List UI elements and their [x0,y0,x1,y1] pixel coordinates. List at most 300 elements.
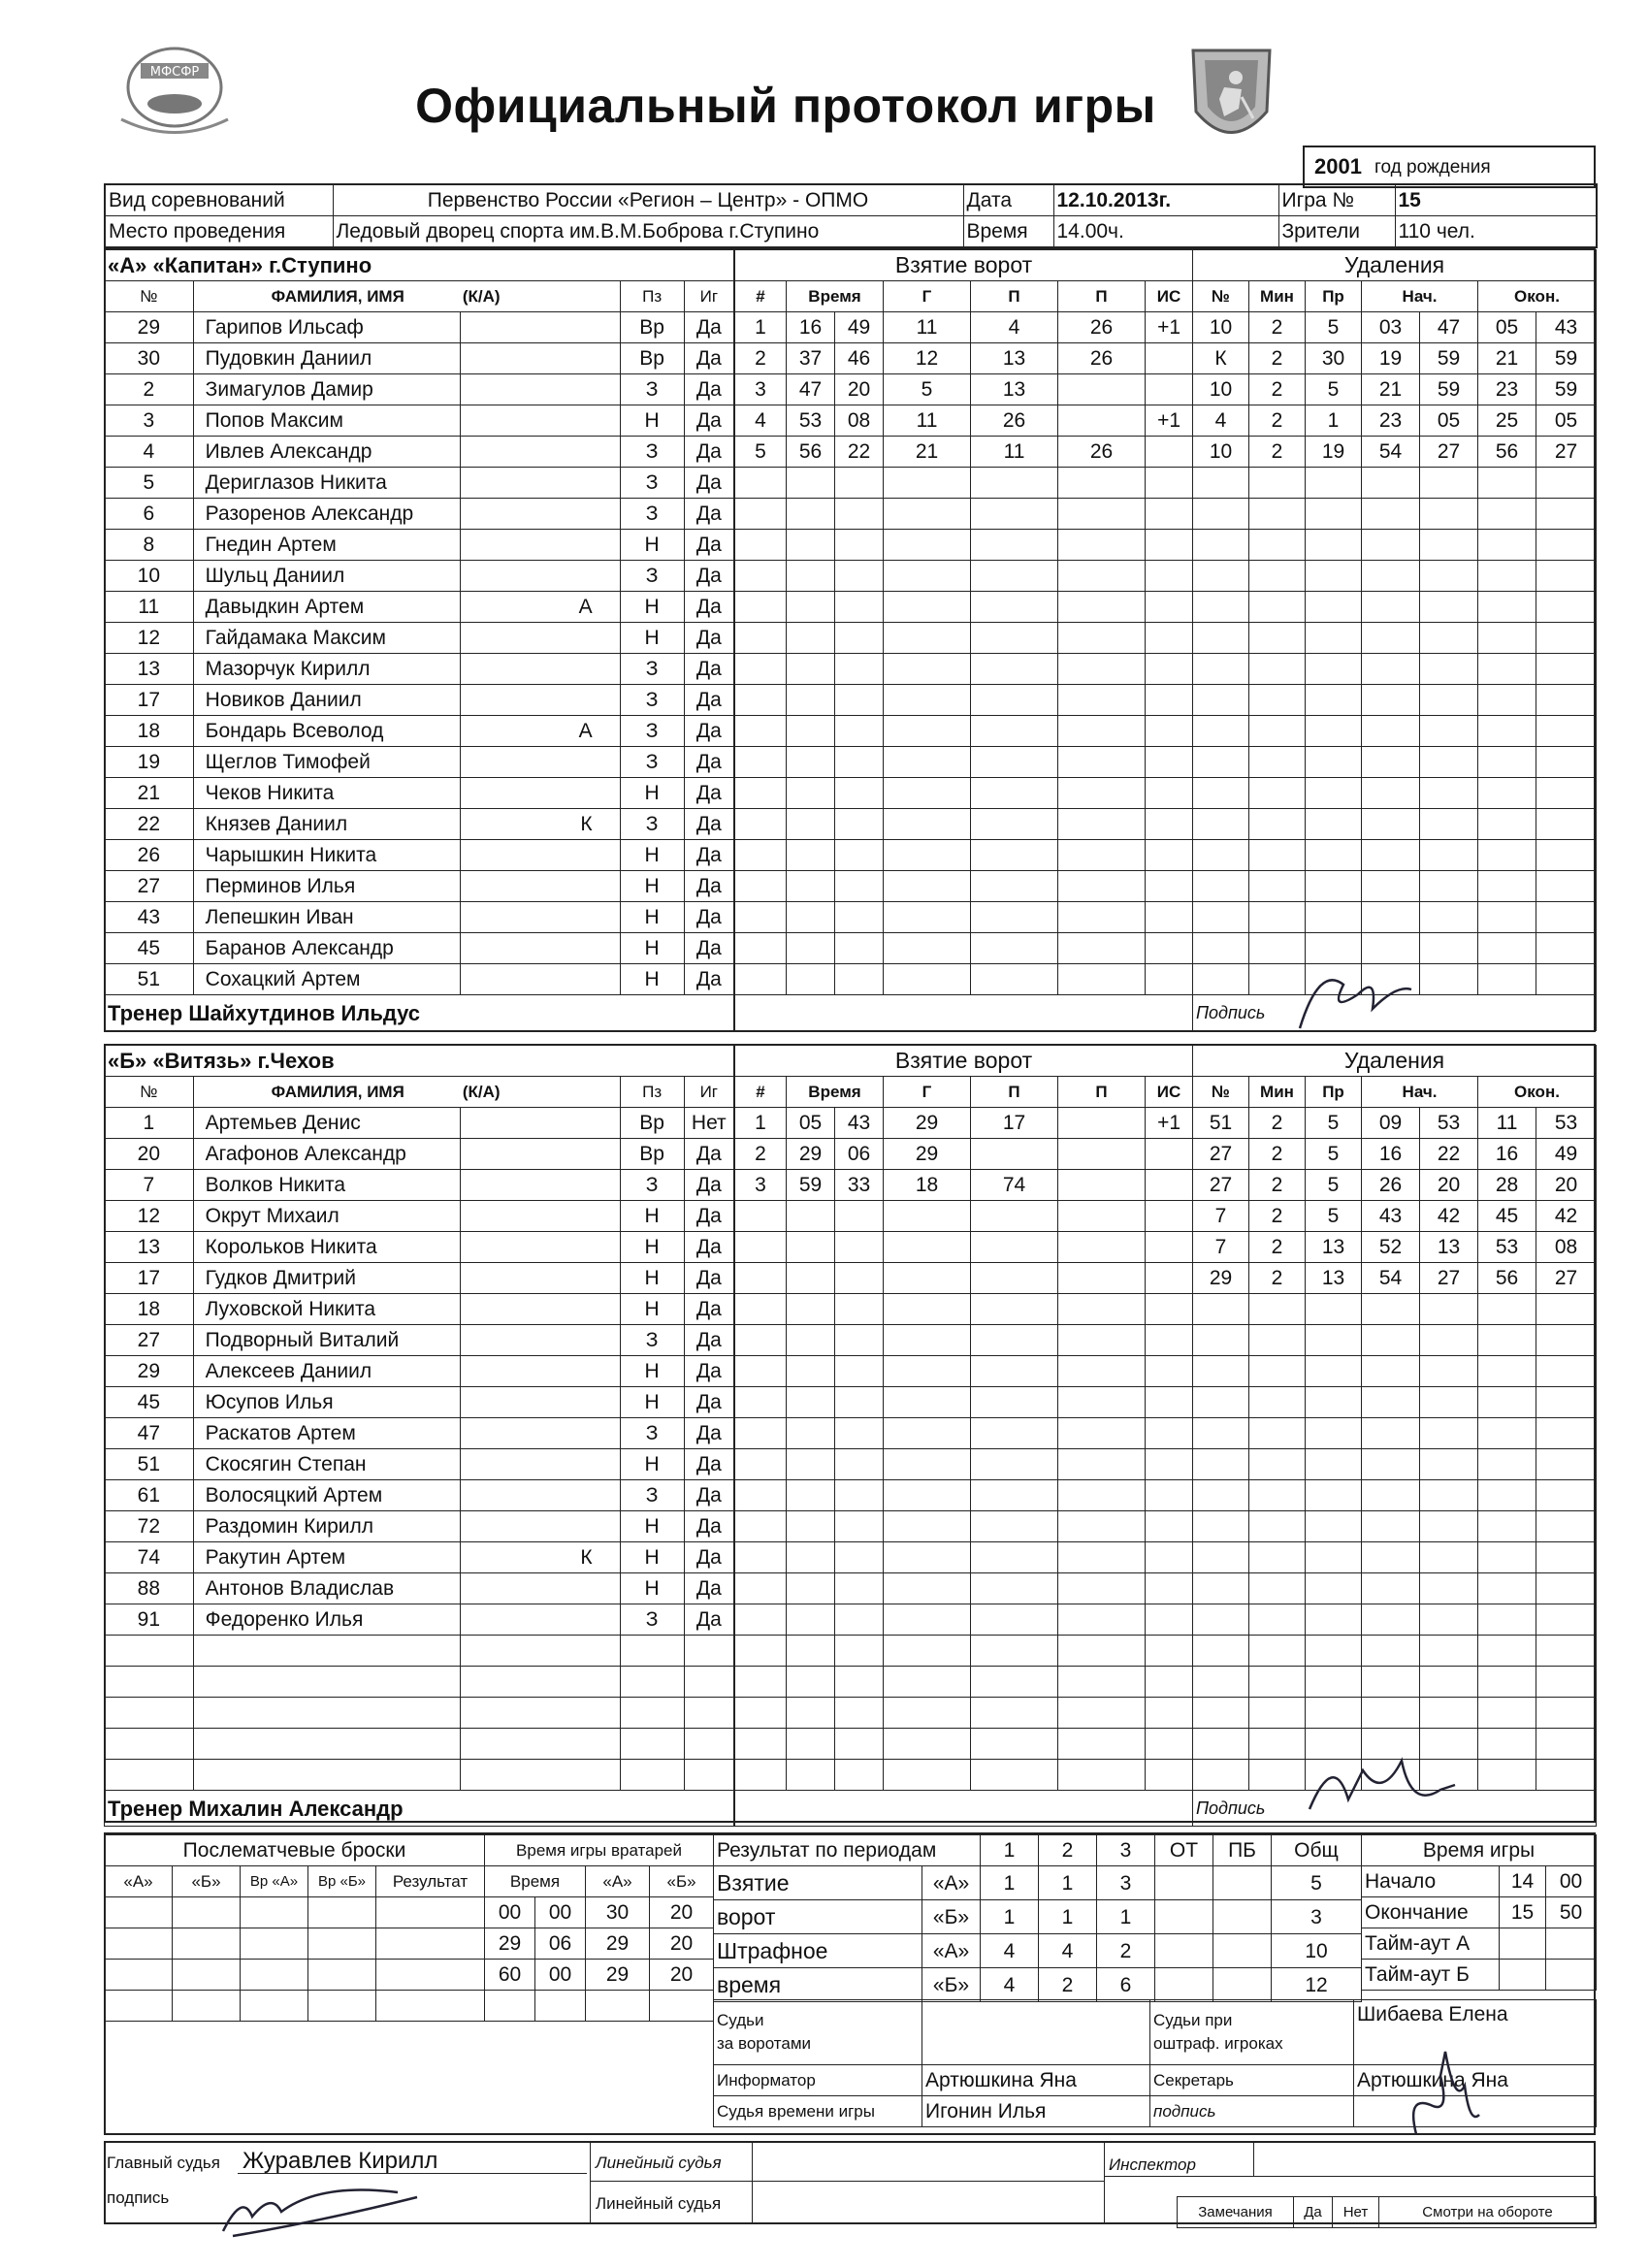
goal-cell [1058,1294,1146,1325]
spectators-value: 110 чел. [1395,216,1597,248]
penalty-cell [1193,1449,1249,1480]
team-marker: «Б» [922,1900,981,1934]
penalty-cell [1362,1418,1420,1449]
goal-cell [1058,1418,1146,1449]
goal-cell [1146,871,1193,902]
goal-cell [1058,1511,1146,1542]
penalty-cell [1420,685,1478,716]
period-row [714,1866,1362,1900]
penalty-box-judges-label: Судьи при оштраф. игроках [1150,2000,1354,2065]
goal-cell [971,747,1058,778]
player-name: Чарышкин Никита [193,840,460,871]
goal-cell [1146,778,1193,809]
goal-cell: 20 [835,374,884,405]
penalty-cell: 16 [1362,1139,1420,1170]
player-played: Да [684,1294,733,1325]
period-value: 4 [1039,1934,1097,1968]
penalty-cell: 56 [1478,437,1536,468]
goal-row [735,1636,1193,1667]
penalty-cell [1193,1356,1249,1387]
penalty-cell [1193,1698,1249,1729]
goal-cell: 1 [735,1108,787,1139]
player-name: Подворный Виталий [193,1325,460,1356]
penalty-cell: 53 [1536,1108,1597,1139]
penalty-cell [1249,561,1306,592]
penalty-cell [1362,1356,1420,1387]
player-played: Да [684,343,733,374]
goal-cell [971,809,1058,840]
penalty-cell [1536,1729,1597,1760]
goal-cell [787,1636,835,1667]
penalty-cell: 5 [1306,1170,1362,1201]
penalty-cell [1306,809,1362,840]
goal-g_p2-header: П [1058,1077,1146,1108]
period-value [1213,1968,1272,2002]
goal-time-header: Время [787,281,884,312]
goal-row [735,1263,1193,1294]
penalty-cell [1193,1418,1249,1449]
player-role [460,778,620,809]
player-role [460,623,620,654]
penalty-cell [1306,530,1362,561]
penalty-row [1193,1325,1597,1356]
penalty-cell: 27 [1420,437,1478,468]
goal-cell [1146,1263,1193,1294]
player-number: 27 [105,871,194,902]
penalty-cell [1478,592,1536,623]
goal-cell [1058,1698,1146,1729]
player-played: Да [684,405,733,437]
penalty-cell [1249,1636,1306,1667]
penalty-row [1193,1139,1597,1170]
player-role [460,1263,620,1294]
gk-b-header: «Б» [650,1866,714,1897]
goal-row [735,1387,1193,1418]
penalty-cell: 27 [1420,1263,1478,1294]
penalty-row [1193,1573,1597,1604]
penalty-cell [1249,1511,1306,1542]
player-row [105,468,734,499]
goal-cell [1058,654,1146,685]
player-number: 51 [105,964,194,995]
player-position: Н [620,1511,684,1542]
player-name: Юсупов Илья [193,1387,460,1418]
penalty-cell [1536,685,1597,716]
player-role [460,933,620,964]
teamB-roster-table [104,1045,734,1827]
player-row [105,1232,734,1263]
player-played: Да [684,1449,733,1480]
penalty-cell [1249,1480,1306,1511]
player-role [460,561,620,592]
penalty-cell [1362,1542,1420,1573]
goal-row [735,1573,1193,1604]
goal-cell [1058,1201,1146,1232]
penalties-title: Удаления [1193,250,1597,281]
penalty-cell: 5 [1306,374,1362,405]
player-number: 91 [105,1604,194,1636]
gk-cell: 20 [650,1897,714,1928]
gk-row [485,1897,714,1928]
goal-cell [1146,374,1193,405]
pen-p_num-header: № [1193,281,1249,312]
goal-cell [1146,1636,1193,1667]
penalty-cell [1420,654,1478,685]
goal-cell [735,840,787,871]
goal-cell [787,1201,835,1232]
penalty-cell: 21 [1362,374,1420,405]
period-value [1155,1968,1213,2002]
divider [1253,2141,1254,2176]
penalty-cell [1478,1480,1536,1511]
period-value [1155,1900,1213,1934]
player-played: Да [684,716,733,747]
penalty-cell [1536,468,1597,499]
timekeeper-name: Игонин Илья [922,2096,1150,2127]
penalty-cell [1193,840,1249,871]
shootout-col-header: «Б» [173,1866,241,1897]
penalty-row [1193,1263,1597,1294]
player-played: Да [684,933,733,964]
goal-cell: 3 [735,1170,787,1201]
shootout-col-header: «А» [105,1866,173,1897]
penalty-cell [1478,747,1536,778]
penalty-row [1193,1356,1597,1387]
gk-cell: 20 [650,1928,714,1960]
goal-time-header: Время [787,1077,884,1108]
goal-cell [1058,1356,1146,1387]
penalty-cell [1193,499,1249,530]
goal-cell: 4 [735,405,787,437]
header-table [104,183,1598,248]
player-row [105,1325,734,1356]
player-position: Н [620,1201,684,1232]
goal-row [735,1667,1193,1698]
penalty-cell [1420,1511,1478,1542]
team-marker: «А» [922,1866,981,1900]
player-role [460,343,620,374]
goal-cell [1058,1636,1146,1667]
player-role [460,654,620,685]
goal-row [735,1698,1193,1729]
goal-cell [735,623,787,654]
secretary-name: Артюшкина Яна [1354,2065,1597,2096]
player-number: 27 [105,1325,194,1356]
goal-g_is-header: ИС [1146,1077,1193,1108]
goal-cell [971,778,1058,809]
penalty-cell [1306,1356,1362,1387]
player-row [105,840,734,871]
player-row [105,902,734,933]
penalty-cell [1362,809,1420,840]
timekeeper-label: Судья времени игры [714,2096,922,2127]
penalty-cell: 5 [1306,1201,1362,1232]
player-position: Н [620,964,684,995]
penalty-cell [1306,561,1362,592]
penalty-cell [1478,1356,1536,1387]
goal-cell [1146,1604,1193,1636]
goal-cell [884,499,971,530]
player-row [105,623,734,654]
penalty-cell [1478,1294,1536,1325]
remarks-no: Нет [1333,2197,1379,2228]
player-name: Раздомин Кирилл [193,1511,460,1542]
goal-cell [835,809,884,840]
goal-cell: 59 [787,1170,835,1201]
penalty-cell [1362,623,1420,654]
penalty-cell [1306,1636,1362,1667]
penalty-cell [1249,809,1306,840]
penalty-cell [1478,1449,1536,1480]
goal-row [735,468,1193,499]
goal-cell [971,1201,1058,1232]
goal-cell [971,871,1058,902]
goal-cell [1058,1108,1146,1139]
gk-a-header: «А» [586,1866,650,1897]
player-number: 13 [105,654,194,685]
penalty-cell [1478,1636,1536,1667]
penalty-cell: 2 [1249,1108,1306,1139]
player-name: Алексеев Даниил [193,1356,460,1387]
penalty-cell [1420,623,1478,654]
player-name: Раскатов Артем [193,1418,460,1449]
goal-cell: +1 [1146,405,1193,437]
penalty-cell [1536,1667,1597,1698]
goal-cell [787,1418,835,1449]
goal-cell [1058,1170,1146,1201]
team-a-signature-scribble [1290,956,1416,1047]
goal-cell: 06 [835,1139,884,1170]
goal-row [735,1480,1193,1511]
player-played: Да [684,312,733,343]
player-role [460,499,620,530]
player-played: Да [684,964,733,995]
goal-cell [971,840,1058,871]
player-name: Дериглазов Никита [193,468,460,499]
penalty-cell [1193,561,1249,592]
goal-cell [884,468,971,499]
penalty-row [1193,716,1597,747]
player-number: 29 [105,312,194,343]
player-number: 18 [105,1294,194,1325]
player-name: Новиков Даниил [193,685,460,716]
penalty-cell: 42 [1536,1201,1597,1232]
player-number: 20 [105,1139,194,1170]
penalty-cell [1420,871,1478,902]
goal-cell [835,1449,884,1480]
penalty-cell [1193,623,1249,654]
goal-cell [884,1263,971,1294]
penalty-cell: 2 [1249,374,1306,405]
goal-cell [735,871,787,902]
penalty-row [1193,592,1597,623]
player-role [460,1418,620,1449]
penalty-cell [1478,933,1536,964]
remarks-label: Замечания [1178,2197,1294,2228]
player-number: 1 [105,1108,194,1139]
period-value [1213,1866,1272,1900]
col-ka-label: (К/А) [462,287,501,306]
goal-cell [971,1604,1058,1636]
place-value: Ледовый дворец спорта им.В.М.Боброва г.Ступино [333,216,963,248]
goal-cell [1146,468,1193,499]
referee-label: Главный судья [107,2154,220,2172]
player-role [460,312,620,343]
penalty-row [1193,1542,1597,1573]
penalty-cell [1362,1511,1420,1542]
penalty-cell: 5 [1306,1108,1362,1139]
penalty-cell [1193,530,1249,561]
penalty-cell: 59 [1420,374,1478,405]
end-hour: 15 [1500,1897,1546,1928]
goal-cell [1058,778,1146,809]
penalty-row [1193,623,1597,654]
player-role [460,1573,620,1604]
player-role [460,1604,620,1636]
goal-cell [1058,1449,1146,1480]
penalty-cell [1193,1667,1249,1698]
player-played: Да [684,592,733,623]
period-col-header: 2 [1039,1835,1097,1866]
period-col-header: Общ [1272,1835,1362,1866]
remarks-table [1177,2196,1597,2228]
player-number: 12 [105,1201,194,1232]
period-value: 3 [1097,1866,1155,1900]
penalty-cell [1420,468,1478,499]
penalty-cell [1420,592,1478,623]
penalty-row [1193,1511,1597,1542]
penalty-cell [1536,964,1597,995]
goal-cell [1058,1139,1146,1170]
team-marker: «А» [922,1934,981,1968]
goal-g_p1-header: П [971,281,1058,312]
penalty-cell [1306,1511,1362,1542]
player-played: Да [684,1604,733,1636]
penalty-row [1193,1387,1597,1418]
penalty-cell: К [1193,343,1249,374]
player-name: Щеглов Тимофей [193,747,460,778]
penalty-cell [1193,1294,1249,1325]
goal-cell: 43 [835,1108,884,1139]
goal-cell [787,1511,835,1542]
goal-row [735,437,1193,468]
goal-cell: 29 [787,1139,835,1170]
goal-row [735,1170,1193,1201]
player-name: Агафонов Александр [193,1139,460,1170]
penalty-cell [1536,592,1597,623]
penalty-cell [1536,778,1597,809]
gk-cell: 30 [586,1897,650,1928]
goal-cell [971,1729,1058,1760]
player-row [105,374,734,405]
player-played: Да [684,871,733,902]
col-name-label: ФАМИЛИЯ, ИМЯ [271,287,404,306]
penalty-cell: 03 [1362,312,1420,343]
goal-cell [835,499,884,530]
goal-cell [787,1449,835,1480]
goal-cell [787,1294,835,1325]
goal-cell [735,592,787,623]
penalty-cell: 13 [1306,1232,1362,1263]
goal-row [735,1232,1193,1263]
player-position: Н [620,1263,684,1294]
penalty-cell: 11 [1478,1108,1536,1139]
player-position: Н [620,1356,684,1387]
player-name: Волосяцкий Артем [193,1480,460,1511]
penalty-cell [1306,1387,1362,1418]
penalty-cell [1536,530,1597,561]
penalty-cell [1362,685,1420,716]
linesman-1-label: Линейный судья [596,2154,722,2172]
player-row [105,778,734,809]
penalty-cell [1306,778,1362,809]
penalty-cell [1420,716,1478,747]
penalty-cell [1420,1294,1478,1325]
penalty-cell: 25 [1478,405,1536,437]
player-row [105,1573,734,1604]
player-number: 7 [105,1170,194,1201]
player-role [460,902,620,933]
penalty-cell [1536,1698,1597,1729]
goal-cell [1146,654,1193,685]
player-row [105,1542,734,1573]
goal-g_g-header: Г [884,281,971,312]
goal-cell [884,1232,971,1263]
period-col-header: ПБ [1213,1835,1272,1866]
penalty-cell [1362,871,1420,902]
penalty-cell [1478,1760,1536,1791]
goal-cell [787,685,835,716]
goal-cell [787,1232,835,1263]
period-value [1155,1866,1213,1900]
secretary-signature-scribble [1397,2047,1484,2143]
goal-cell [884,1729,971,1760]
penalty-cell [1536,902,1597,933]
goal-cell [835,1636,884,1667]
spectators-label: Зрители [1278,216,1395,248]
goal-row [735,1201,1193,1232]
goal-cell [1058,809,1146,840]
goal-row [735,374,1193,405]
penalty-cell [1362,1667,1420,1698]
penalty-cell [1249,499,1306,530]
player-position: Вр [620,1108,684,1139]
shootout-table [104,1834,485,2022]
goal-cell [1146,499,1193,530]
goal-cell [1058,592,1146,623]
penalty-cell: 59 [1420,343,1478,374]
goal-cell [1058,747,1146,778]
goal-row [735,840,1193,871]
goal-cell: 49 [835,312,884,343]
player-name: Зимагулов Дамир [193,374,460,405]
player-row [105,312,734,343]
gk-cell: 00 [535,1897,586,1928]
goal-cell [884,1573,971,1604]
player-name: Пудовкин Даниил [193,343,460,374]
penalty-cell [1306,902,1362,933]
goal-row [735,343,1193,374]
period-results-table [713,1834,1362,2002]
penalty-cell [1193,685,1249,716]
penalty-cell [1249,1698,1306,1729]
player-position: Вр [620,312,684,343]
player-row [105,343,734,374]
signature-label: подпись [1150,2096,1354,2127]
goal-cell [835,623,884,654]
penalty-cell [1306,840,1362,871]
penalty-cell: 4 [1193,405,1249,437]
